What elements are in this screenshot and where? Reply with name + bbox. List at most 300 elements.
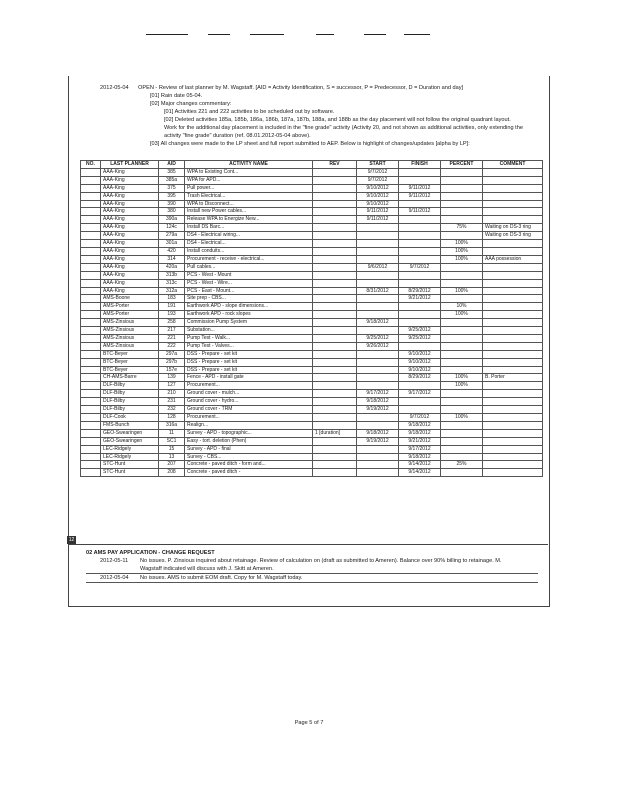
- table-cell: [441, 406, 483, 414]
- table-cell: [483, 453, 543, 461]
- table-cell: DLF-Bilby: [101, 390, 159, 398]
- table-cell: AAA possession: [483, 255, 543, 263]
- table-cell: [399, 311, 441, 319]
- table-cell: WPA to Existing Cont...: [185, 168, 313, 176]
- table-cell: BTC-Beyer: [101, 350, 159, 358]
- table-cell: [483, 208, 543, 216]
- table-cell: 9/11/2012: [399, 208, 441, 216]
- table-row: [81, 382, 543, 390]
- table-cell: [399, 303, 441, 311]
- table-cell: [483, 327, 543, 335]
- table-row: [81, 311, 543, 319]
- table-cell: 316a: [159, 421, 185, 429]
- table-cell: AMS-Boone: [101, 295, 159, 303]
- table-cell: [81, 271, 101, 279]
- column-header: FINISH: [399, 161, 441, 169]
- table-cell: [313, 358, 357, 366]
- table-cell: 139: [159, 374, 185, 382]
- table-cell: [81, 303, 101, 311]
- table-cell: Waiting on DS-3 ring: [483, 224, 543, 232]
- table-cell: [441, 168, 483, 176]
- table-cell: 9/10/2012: [399, 366, 441, 374]
- table-cell: [313, 319, 357, 327]
- table-cell: 9/18/2012: [357, 429, 399, 437]
- table-cell: [357, 382, 399, 390]
- table-row: [81, 414, 543, 422]
- table-row: [81, 192, 543, 200]
- table-cell: [357, 224, 399, 232]
- table-cell: [357, 421, 399, 429]
- table-cell: [483, 216, 543, 224]
- table-cell: [399, 168, 441, 176]
- table-cell: 222: [159, 342, 185, 350]
- table-cell: 9/7/2012: [399, 414, 441, 422]
- table-cell: Pump Test - Walk...: [185, 334, 313, 342]
- table-cell: Procurement - receive - electrical...: [185, 255, 313, 263]
- table-cell: 9/21/2012: [399, 437, 441, 445]
- table-cell: [357, 255, 399, 263]
- table-cell: 9/7/2012: [357, 168, 399, 176]
- table-cell: 13: [159, 453, 185, 461]
- table-row: [81, 453, 543, 461]
- table-row: [81, 461, 543, 469]
- table-cell: Survey - APD - final: [185, 445, 313, 453]
- table-cell: Earthwork APD - rock slopes: [185, 311, 313, 319]
- table-cell: LEC-Ridgely: [101, 445, 159, 453]
- table-cell: [313, 279, 357, 287]
- table-row: [81, 429, 543, 437]
- table-cell: [441, 271, 483, 279]
- table-header-row: [81, 161, 543, 169]
- table-cell: [81, 216, 101, 224]
- table-cell: [81, 374, 101, 382]
- table-cell: 9/10/2012: [357, 200, 399, 208]
- table-cell: [483, 279, 543, 287]
- table-cell: [81, 453, 101, 461]
- table-cell: [483, 311, 543, 319]
- column-header: COMMENT: [483, 161, 543, 169]
- table-cell: AAA-King: [101, 184, 159, 192]
- section-badge: 12: [68, 537, 75, 543]
- table-cell: 420: [159, 247, 185, 255]
- table-cell: DSS - Prepare - set kit: [185, 366, 313, 374]
- table-cell: [81, 319, 101, 327]
- header-rule-4: [316, 34, 334, 35]
- table-cell: AMS-Porter: [101, 303, 159, 311]
- table-cell: [81, 445, 101, 453]
- table-cell: [399, 271, 441, 279]
- table-cell: DLF-Cook: [101, 414, 159, 422]
- table-cell: 25%: [441, 461, 483, 469]
- table-cell: [357, 358, 399, 366]
- table-cell: [313, 445, 357, 453]
- table-cell: B. Porter: [483, 374, 543, 382]
- table-cell: 390a: [159, 216, 185, 224]
- table-cell: [357, 374, 399, 382]
- table-cell: [483, 287, 543, 295]
- table-cell: [313, 271, 357, 279]
- table-cell: AAA-King: [101, 168, 159, 176]
- table-row: [81, 176, 543, 184]
- table-cell: 9/17/2012: [357, 390, 399, 398]
- table-cell: 9/7/2012: [399, 263, 441, 271]
- table-cell: [81, 406, 101, 414]
- table-row: [81, 366, 543, 374]
- table-cell: [357, 445, 399, 453]
- table-cell: Concrete - paved ditch -: [185, 469, 313, 477]
- table-cell: [313, 295, 357, 303]
- table-cell: [441, 342, 483, 350]
- table-cell: [483, 366, 543, 374]
- table-cell: 100%: [441, 414, 483, 422]
- table-cell: Ground cover - hydro...: [185, 398, 313, 406]
- table-cell: [441, 469, 483, 477]
- table-cell: [357, 303, 399, 311]
- entry-line-4: [01] Activities 221 and 222 activities to be scheduled out by software.: [164, 109, 335, 115]
- table-cell: 9/11/2012: [357, 216, 399, 224]
- table-cell: [357, 271, 399, 279]
- entry-line-6: Work for the additional day placement is included in the "fine grade" activity (Activity 20, and not shown as additional activities, only extending the: [164, 125, 523, 131]
- table-cell: DLF-Bilby: [101, 406, 159, 414]
- table-cell: AAA-King: [101, 232, 159, 240]
- header-rule-3: [250, 34, 284, 35]
- table-cell: [313, 374, 357, 382]
- table-row: [81, 200, 543, 208]
- table-cell: [483, 437, 543, 445]
- table-cell: AAA-King: [101, 200, 159, 208]
- column-header: NO.: [81, 161, 101, 169]
- table-cell: [313, 461, 357, 469]
- table-cell: [81, 240, 101, 248]
- table-cell: [441, 334, 483, 342]
- table-cell: [81, 192, 101, 200]
- table-cell: AAA-King: [101, 263, 159, 271]
- table-row: [81, 327, 543, 335]
- table-cell: 231: [159, 398, 185, 406]
- table-cell: Ground cover - mulch...: [185, 390, 313, 398]
- table-cell: 8/29/2012: [399, 287, 441, 295]
- entry-line-3: [02] Major changes commentary:: [150, 101, 232, 107]
- table-row: [81, 398, 543, 406]
- table-cell: [483, 342, 543, 350]
- table-cell: [357, 350, 399, 358]
- table-row: [81, 271, 543, 279]
- table-cell: [483, 263, 543, 271]
- column-header: START: [357, 161, 399, 169]
- table-row: [81, 334, 543, 342]
- table-cell: [483, 421, 543, 429]
- header-rule-2: [208, 34, 230, 35]
- table-cell: 313c: [159, 279, 185, 287]
- table-cell: 314: [159, 255, 185, 263]
- table-cell: 208: [159, 469, 185, 477]
- table-cell: 9/7/2012: [357, 176, 399, 184]
- table-cell: 210: [159, 390, 185, 398]
- column-header: AID: [159, 161, 185, 169]
- table-cell: [357, 279, 399, 287]
- table-cell: Pull power...: [185, 184, 313, 192]
- table-cell: DS4 - Electrical wiring...: [185, 232, 313, 240]
- table-cell: [81, 429, 101, 437]
- table-cell: [81, 469, 101, 477]
- table-cell: 128: [159, 414, 185, 422]
- entry-line-5: [02] Deleted activities 185a, 185b, 186a, 186b, 187a, 187b, 188a, and 188b as the day placement will not follow the original quadrant layout.: [164, 117, 511, 123]
- table-cell: AMS-Zinsious: [101, 334, 159, 342]
- table-row: [81, 232, 543, 240]
- table-cell: AMS-Porter: [101, 311, 159, 319]
- table-cell: [81, 461, 101, 469]
- table-cell: [81, 390, 101, 398]
- table-cell: [399, 240, 441, 248]
- table-cell: [399, 398, 441, 406]
- table-cell: BTC-Beyer: [101, 366, 159, 374]
- table-cell: [313, 350, 357, 358]
- table-cell: 9/25/2012: [357, 334, 399, 342]
- table-cell: 9/17/2012: [399, 445, 441, 453]
- table-cell: Fence - APD - install gate: [185, 374, 313, 382]
- table-cell: Commission Pump System: [185, 319, 313, 327]
- table-cell: [313, 469, 357, 477]
- table-cell: [483, 461, 543, 469]
- table-cell: 127: [159, 382, 185, 390]
- table-cell: BTC-Beyer: [101, 358, 159, 366]
- table-cell: [441, 390, 483, 398]
- table-cell: 11: [159, 429, 185, 437]
- table-cell: [81, 342, 101, 350]
- table-cell: [357, 240, 399, 248]
- table-cell: [313, 255, 357, 263]
- table-cell: [399, 342, 441, 350]
- table-cell: [81, 224, 101, 232]
- table-cell: [81, 176, 101, 184]
- table-cell: 100%: [441, 374, 483, 382]
- table-cell: [483, 303, 543, 311]
- table-cell: Ground cover - TRM: [185, 406, 313, 414]
- table-cell: 9/18/2012: [399, 429, 441, 437]
- table-cell: 217: [159, 327, 185, 335]
- table-cell: STC-Hunt: [101, 461, 159, 469]
- table-cell: [313, 232, 357, 240]
- table-cell: [81, 437, 101, 445]
- section-entry-2-date: 2012-05-04: [100, 575, 129, 581]
- table-cell: 9/14/2012: [399, 461, 441, 469]
- table-cell: [81, 200, 101, 208]
- table-cell: WPA to Disconnect...: [185, 200, 313, 208]
- table-cell: 9/10/2012: [357, 184, 399, 192]
- table-row: [81, 216, 543, 224]
- table-cell: AMS-Zinsious: [101, 327, 159, 335]
- table-cell: [81, 168, 101, 176]
- table-cell: [81, 208, 101, 216]
- table-cell: 395: [159, 192, 185, 200]
- table-cell: Pull cables...: [185, 263, 313, 271]
- table-row: [81, 319, 543, 327]
- table-cell: [81, 232, 101, 240]
- table-row: [81, 255, 543, 263]
- table-cell: [357, 414, 399, 422]
- table-cell: AMS-Zinsious: [101, 342, 159, 350]
- table-cell: [399, 255, 441, 263]
- table-cell: Install new Power cables...: [185, 208, 313, 216]
- table-cell: [399, 224, 441, 232]
- table-cell: 385a: [159, 176, 185, 184]
- table-row: [81, 208, 543, 216]
- table-cell: [399, 232, 441, 240]
- table-cell: 157e: [159, 366, 185, 374]
- table-cell: [441, 176, 483, 184]
- table-cell: 9/25/2012: [399, 327, 441, 335]
- table-cell: DLF-Bilby: [101, 382, 159, 390]
- column-header: LAST PLANNER: [101, 161, 159, 169]
- table-cell: [313, 263, 357, 271]
- table-cell: [81, 287, 101, 295]
- table-row: [81, 168, 543, 176]
- table-cell: [441, 295, 483, 303]
- table-cell: [399, 216, 441, 224]
- table-cell: Realign...: [185, 421, 313, 429]
- table-cell: Easy - tort. deletion (Phen): [185, 437, 313, 445]
- table-cell: [313, 437, 357, 445]
- table-cell: 9/19/2012: [357, 406, 399, 414]
- table-cell: 9/10/2012: [399, 350, 441, 358]
- table-cell: [313, 414, 357, 422]
- table-cell: 9/10/2012: [399, 358, 441, 366]
- table-row: [81, 421, 543, 429]
- table-cell: [357, 469, 399, 477]
- table-cell: 207: [159, 461, 185, 469]
- table-cell: [81, 295, 101, 303]
- table-cell: GEO-Swearingen: [101, 437, 159, 445]
- table-row: [81, 469, 543, 477]
- table-cell: [441, 184, 483, 192]
- page-number: Page 5 of 7: [294, 720, 324, 726]
- table-cell: [313, 382, 357, 390]
- table-cell: [483, 469, 543, 477]
- table-cell: AAA-King: [101, 255, 159, 263]
- table-cell: [313, 168, 357, 176]
- table-cell: 301a: [159, 240, 185, 248]
- table-cell: [313, 303, 357, 311]
- table-cell: [483, 429, 543, 437]
- table-cell: 380: [159, 208, 185, 216]
- table-cell: 9/18/2012: [399, 421, 441, 429]
- table-cell: 75%: [441, 224, 483, 232]
- table-cell: 9/19/2012: [357, 437, 399, 445]
- table-cell: [357, 311, 399, 319]
- table-cell: [81, 247, 101, 255]
- table-cell: [441, 216, 483, 224]
- table-cell: [441, 453, 483, 461]
- table-cell: 390: [159, 200, 185, 208]
- table-cell: [441, 263, 483, 271]
- table-cell: [313, 311, 357, 319]
- table-cell: 124c: [159, 224, 185, 232]
- table-cell: [313, 208, 357, 216]
- column-header: PERCENT: [441, 161, 483, 169]
- table-cell: [441, 398, 483, 406]
- table-cell: 9/11/2012: [399, 192, 441, 200]
- table-row: [81, 295, 543, 303]
- table-cell: AAA-King: [101, 240, 159, 248]
- table-cell: AAA-King: [101, 271, 159, 279]
- table-cell: WPA for APD...: [185, 176, 313, 184]
- section-entry-2: [86, 574, 538, 583]
- table-cell: [81, 366, 101, 374]
- table-cell: [441, 232, 483, 240]
- table-cell: [399, 382, 441, 390]
- table-cell: [441, 429, 483, 437]
- table-cell: 9/25/2012: [399, 334, 441, 342]
- section-entry-1-text-cont: Wagstaff indicated will discuss with J. Skitt at Ameren.: [86, 565, 538, 574]
- table-row: [81, 224, 543, 232]
- table-cell: [441, 200, 483, 208]
- table-cell: [483, 319, 543, 327]
- table-cell: Earthwork APD - slope dimensions...: [185, 303, 313, 311]
- table-cell: 313b: [159, 271, 185, 279]
- table-cell: 9/17/2012: [399, 390, 441, 398]
- table-cell: [441, 421, 483, 429]
- table-cell: AAA-King: [101, 279, 159, 287]
- table-cell: 15: [159, 445, 185, 453]
- table-cell: [313, 224, 357, 232]
- table-cell: PCS - East - Mount...: [185, 287, 313, 295]
- table-cell: [441, 437, 483, 445]
- table-row: [81, 390, 543, 398]
- table-cell: [81, 382, 101, 390]
- table-cell: 1 [duration]: [313, 429, 357, 437]
- column-header: ACTIVITY NAME: [185, 161, 313, 169]
- table-cell: [313, 334, 357, 342]
- table-cell: [441, 358, 483, 366]
- table-row: [81, 263, 543, 271]
- table-cell: 9/14/2012: [399, 469, 441, 477]
- table-cell: [357, 295, 399, 303]
- table-cell: [399, 319, 441, 327]
- table-cell: [313, 176, 357, 184]
- table-cell: [81, 350, 101, 358]
- table-cell: 385: [159, 168, 185, 176]
- table-cell: 232: [159, 406, 185, 414]
- table-cell: 193: [159, 311, 185, 319]
- table-cell: [313, 240, 357, 248]
- table-cell: [483, 382, 543, 390]
- table-cell: [313, 421, 357, 429]
- last-planner-table: [80, 160, 543, 477]
- table-cell: [357, 461, 399, 469]
- entry-line-7: activity "fine grade" duration (ref. 08.01.2012-05-04 above).: [164, 133, 311, 139]
- section-entry-1-date: 2012-05-11: [100, 558, 129, 564]
- table-cell: AAA-King: [101, 247, 159, 255]
- table-cell: [441, 208, 483, 216]
- table-cell: 8/31/2012: [357, 287, 399, 295]
- table-cell: 183: [159, 295, 185, 303]
- table-cell: [313, 247, 357, 255]
- header-rule-1: [146, 34, 188, 35]
- table-cell: [483, 168, 543, 176]
- table-cell: [81, 421, 101, 429]
- table-cell: [313, 216, 357, 224]
- table-cell: [313, 327, 357, 335]
- table-cell: 100%: [441, 240, 483, 248]
- table-cell: 9/21/2012: [399, 295, 441, 303]
- table-cell: 297b: [159, 358, 185, 366]
- table-cell: GEO-Swearingen: [101, 429, 159, 437]
- table-cell: [441, 350, 483, 358]
- table-cell: 100%: [441, 311, 483, 319]
- table-row: [81, 437, 543, 445]
- table-cell: AAA-King: [101, 192, 159, 200]
- table-cell: 9/18/2012: [357, 319, 399, 327]
